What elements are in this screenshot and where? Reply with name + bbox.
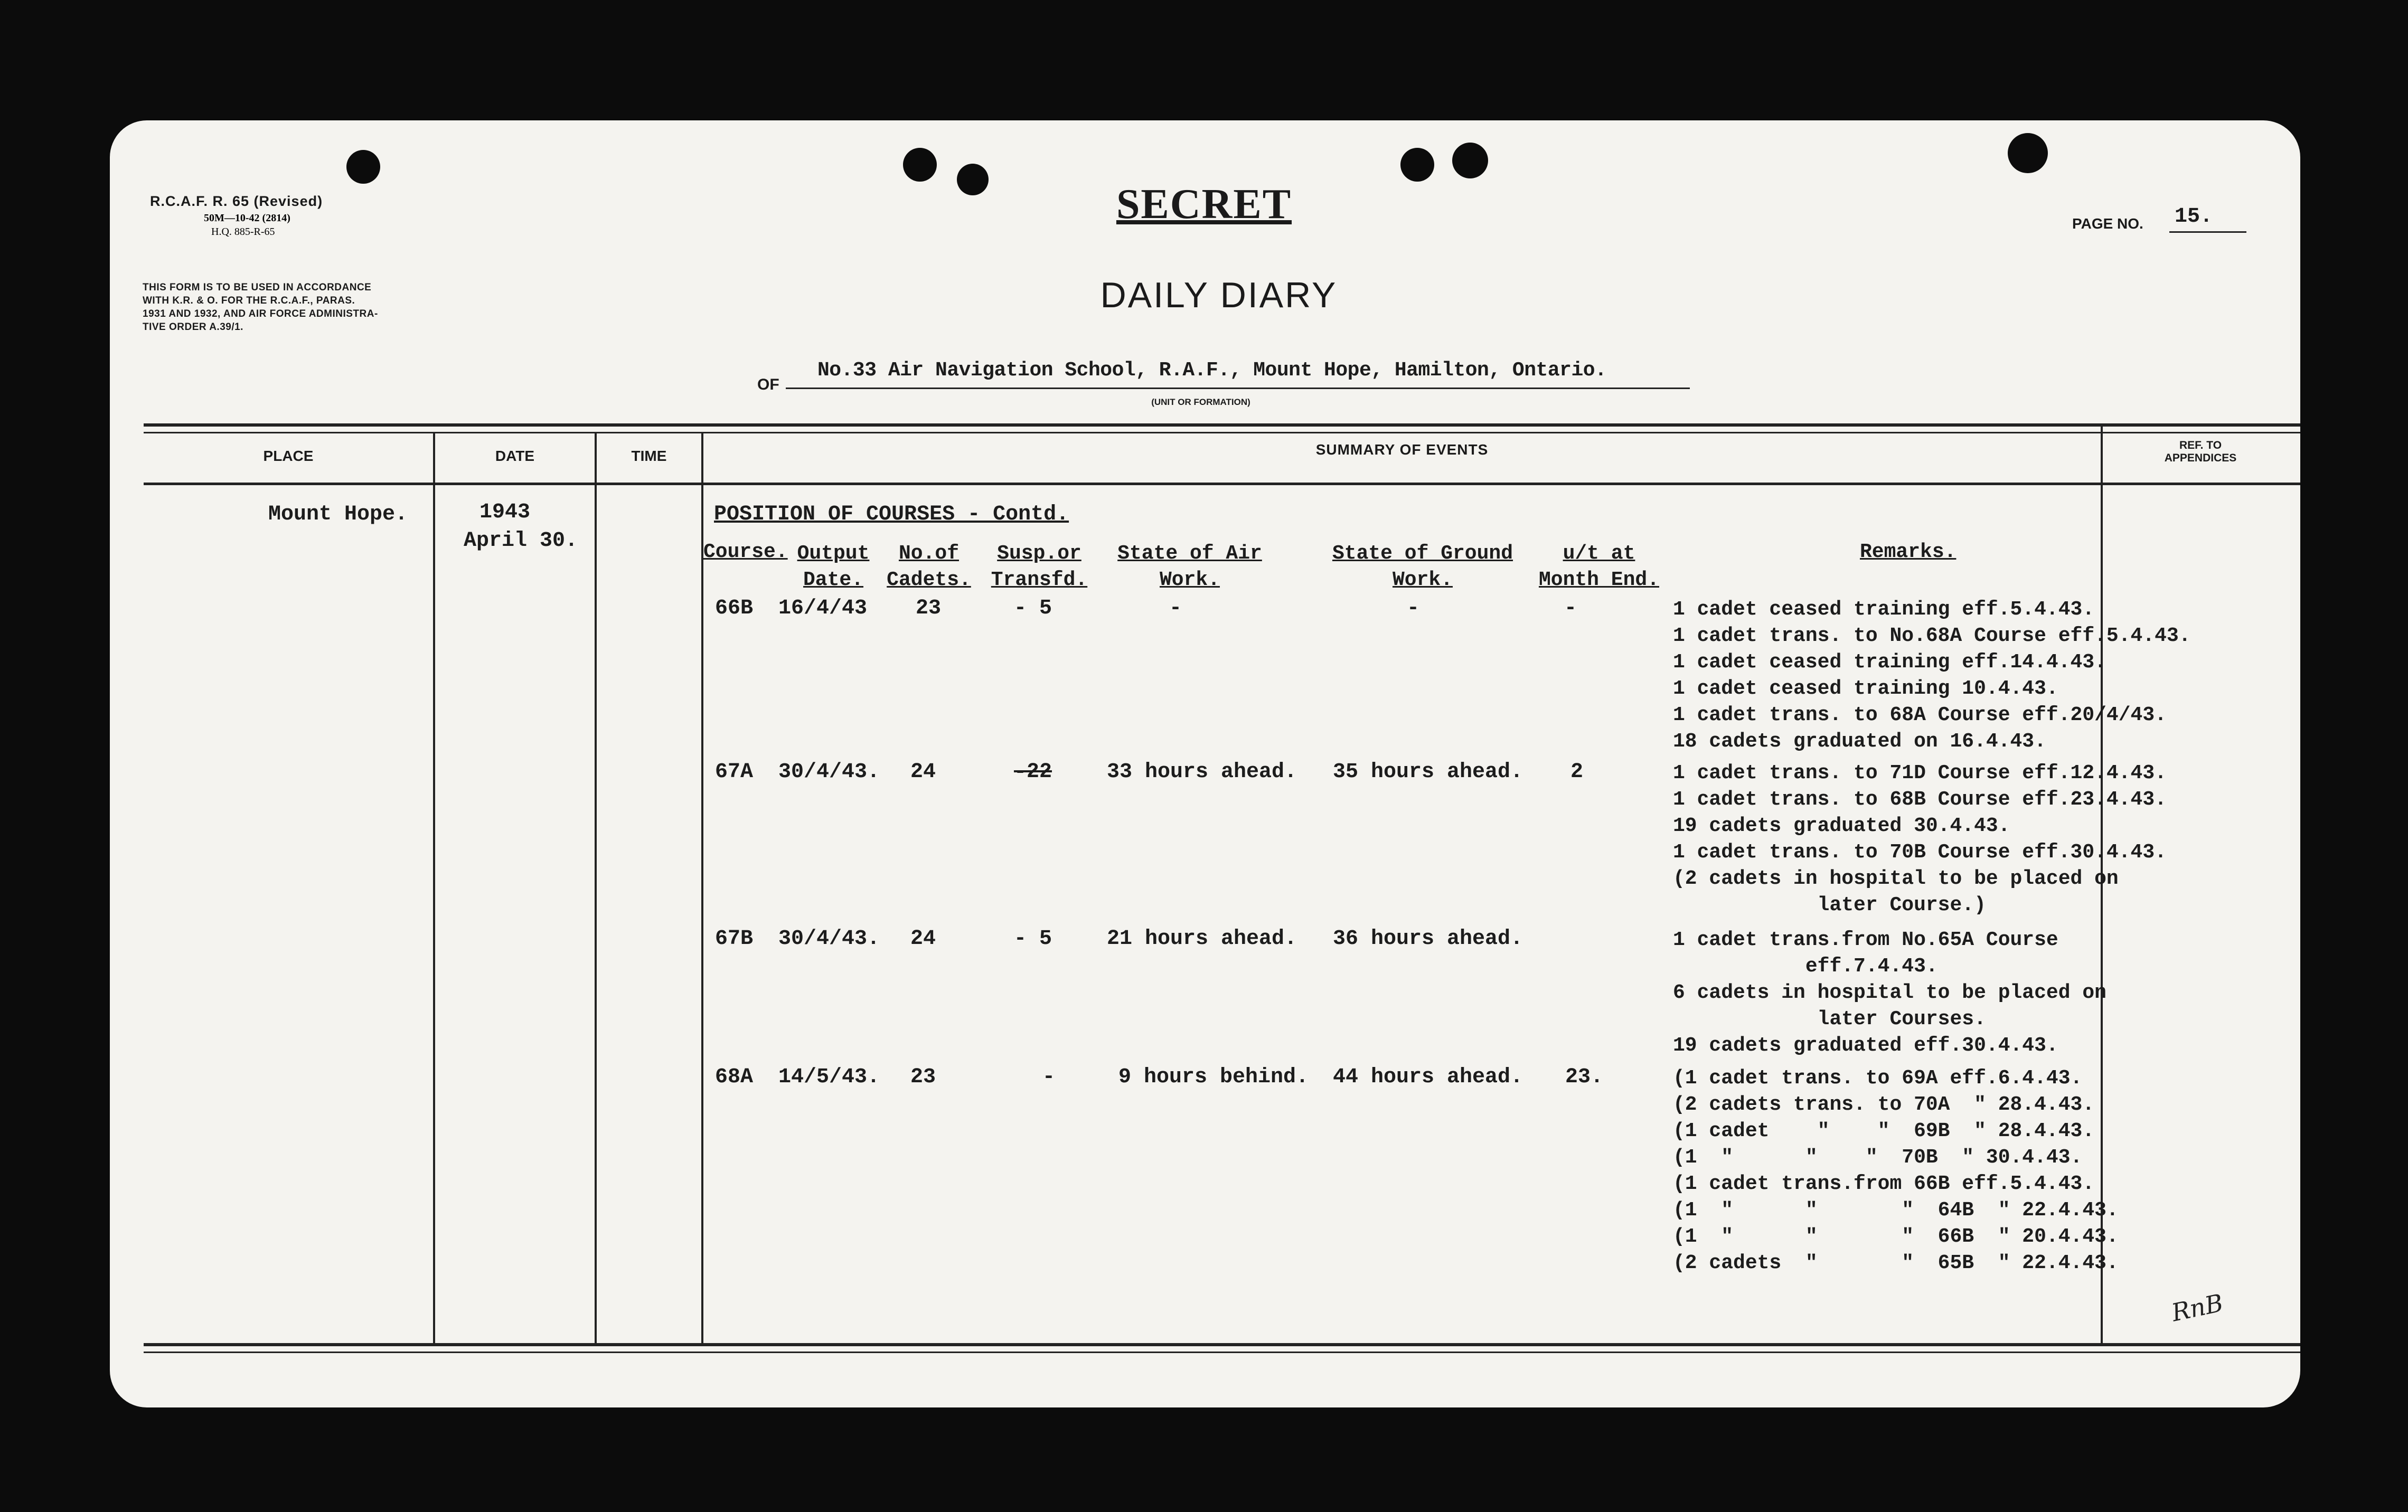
susp-cell: - 5 xyxy=(1014,597,1052,620)
header-line: Transfd. xyxy=(991,569,1088,591)
remark-line: (2 cadets " " 65B " 22.4.43. xyxy=(1673,1252,2119,1274)
header-line: State of Air xyxy=(1117,542,1262,565)
remark-line: (1 " " " 70B " 30.4.43. xyxy=(1673,1146,2083,1169)
header-output-date xyxy=(786,541,881,593)
column-rule xyxy=(433,432,435,1345)
remark-line: 1 cadet ceased training eff.5.4.43. xyxy=(1673,598,2095,621)
instruction-line: WITH K.R. & O. FOR THE R.C.A.F., PARAS. xyxy=(143,295,355,306)
header-line: Cadets. xyxy=(887,569,971,591)
instruction-line: 1931 AND 1932, AND AIR FORCE ADMINISTRA- xyxy=(143,308,378,319)
ut-cell: - xyxy=(1564,597,1577,620)
ground-work-cell: - xyxy=(1407,597,1420,620)
remark-line: eff.7.4.43. xyxy=(1673,955,1938,978)
header-state-of-ground-work xyxy=(1322,541,1523,593)
air-work-cell: 9 hours behind. xyxy=(1118,1065,1309,1089)
remark-line: 1 cadet trans.from No.65A Course xyxy=(1673,929,2058,951)
header-line: Month End. xyxy=(1538,569,1660,591)
punch-hole xyxy=(346,150,380,184)
header-state-of-air-work xyxy=(1103,541,1277,593)
output-date-cell: 16/4/43 xyxy=(778,597,868,620)
remarks-cell xyxy=(1673,597,2191,755)
document-title: DAILY DIARY xyxy=(1100,275,1338,315)
header-susp-transfd xyxy=(986,541,1092,593)
entry-place: Mount Hope. xyxy=(268,503,408,526)
air-work-cell: 33 hours ahead. xyxy=(1107,760,1297,784)
column-header-place: PLACE xyxy=(263,448,314,464)
header-course: Course. xyxy=(703,541,788,563)
remark-line: later Courses. xyxy=(1673,1008,1986,1031)
hq-line: H.Q. 885-R-65 xyxy=(211,226,275,238)
remark-line: 1 cadet trans. to 71D Course eff.12.4.43. xyxy=(1673,762,2167,785)
remark-line: 18 cadets graduated on 16.4.43. xyxy=(1673,730,2046,753)
susp-cell: - 5 xyxy=(1014,927,1052,951)
punch-hole xyxy=(2008,133,2048,173)
course-cell: 66B xyxy=(715,597,754,620)
header-line: No.of xyxy=(898,542,960,565)
remark-line: (1 cadet trans. to 69A eff.6.4.43. xyxy=(1673,1067,2083,1090)
cadets-cell: 23 xyxy=(910,1065,936,1089)
punch-hole xyxy=(1400,148,1434,182)
table-top-rule xyxy=(144,423,2300,427)
header-ut-at-month-end xyxy=(1536,541,1662,593)
remark-line: 1 cadet trans. to 68A Course eff.20/4/43. xyxy=(1673,704,2167,726)
cadets-cell: 23 xyxy=(916,597,942,620)
air-work-cell: 21 hours ahead. xyxy=(1107,927,1297,951)
header-line: Work. xyxy=(1159,569,1220,591)
header-line: u/t at xyxy=(1563,542,1635,565)
remark-line: 19 cadets graduated 30.4.43. xyxy=(1673,815,2010,837)
remark-line: 1 cadet trans. to No.68A Course eff.5.4.43. xyxy=(1673,625,2191,647)
ref-label: APPENDICES xyxy=(2164,452,2237,464)
remark-line: 1 cadet ceased training eff.14.4.43. xyxy=(1673,651,2106,674)
column-header-time: TIME xyxy=(631,448,667,464)
remark-line: 1 cadet trans. to 70B Course eff.30.4.43. xyxy=(1673,841,2167,864)
print-line: 50M—10-42 (2814) xyxy=(204,212,290,224)
remark-line: (1 " " " 64B " 22.4.43. xyxy=(1673,1199,2119,1222)
cadets-cell: 24 xyxy=(910,760,936,784)
diary-sheet xyxy=(110,120,2300,1407)
table-bottom-rule xyxy=(144,1343,2300,1346)
output-date-cell: 30/4/43. xyxy=(778,927,880,951)
column-header-summary: SUMMARY OF EVENTS xyxy=(1315,441,1489,458)
classification-heading: SECRET xyxy=(1116,181,1292,228)
punch-hole xyxy=(1452,143,1488,178)
remark-line: (2 cadets trans. to 70A " 28.4.43. xyxy=(1673,1093,2095,1116)
remark-line: 19 cadets graduated eff.30.4.43. xyxy=(1673,1034,2058,1057)
output-date-cell: 30/4/43. xyxy=(778,760,880,784)
susp-cell: -22 xyxy=(1014,760,1052,784)
ground-work-cell: 44 hours ahead. xyxy=(1333,1065,1523,1089)
ground-work-cell: 35 hours ahead. xyxy=(1333,760,1523,784)
header-no-of-cadets xyxy=(884,541,974,593)
header-line: Susp.or xyxy=(997,542,1081,565)
column-rule xyxy=(595,432,597,1345)
page-number-rule xyxy=(2169,231,2246,233)
header-line: Date. xyxy=(803,569,864,591)
table-top-rule xyxy=(144,432,2300,433)
remark-line: 6 cadets in hospital to be placed on xyxy=(1673,981,2106,1004)
page-label: PAGE NO. xyxy=(2072,215,2143,232)
remark-line: 1 cadet trans. to 68B Course eff.23.4.43. xyxy=(1673,788,2167,811)
handwritten-initials: RnB xyxy=(2169,1288,2226,1327)
punch-hole xyxy=(957,164,989,195)
course-cell: 67A xyxy=(715,760,754,784)
remark-line: (1 cadet trans.from 66B eff.5.4.43. xyxy=(1673,1173,2095,1195)
summary-heading: POSITION OF COURSES - Contd. xyxy=(714,503,1069,526)
of-label: OF xyxy=(757,376,779,393)
entry-year: 1943 xyxy=(479,500,531,524)
column-header-ref xyxy=(2103,439,2298,465)
unit-caption: (UNIT OR FORMATION) xyxy=(1151,397,1250,407)
column-header-date: DATE xyxy=(495,448,535,464)
air-work-cell: - xyxy=(1169,597,1182,620)
unit-rule xyxy=(786,388,1690,389)
header-rule xyxy=(144,483,2300,485)
header-line: State of Ground xyxy=(1332,542,1513,565)
punch-hole xyxy=(903,148,937,182)
header-line: Work. xyxy=(1392,569,1453,591)
header-remarks: Remarks. xyxy=(1860,541,1956,563)
unit-name: No.33 Air Navigation School, R.A.F., Mount Hope, Hamilton, Ontario. xyxy=(817,359,1607,382)
remark-line: (1 " " " 66B " 20.4.43. xyxy=(1673,1225,2119,1248)
ground-work-cell: 36 hours ahead. xyxy=(1333,927,1523,951)
course-cell: 68A xyxy=(715,1065,754,1089)
susp-cell: - xyxy=(1042,1065,1056,1089)
ut-cell: 23. xyxy=(1565,1065,1604,1089)
remarks-cell xyxy=(1673,927,2106,1059)
instruction-line: THIS FORM IS TO BE USED IN ACCORDANCE xyxy=(143,282,372,293)
ref-label: REF. TO xyxy=(2179,439,2222,451)
remarks-cell xyxy=(1673,1065,2119,1277)
form-instructions xyxy=(143,281,378,334)
output-date-cell: 14/5/43. xyxy=(778,1065,880,1089)
page-number: 15. xyxy=(2175,205,2213,229)
column-rule xyxy=(701,432,703,1345)
form-code: R.C.A.F. R. 65 (Revised) xyxy=(150,193,323,209)
cadets-cell: 24 xyxy=(910,927,936,951)
course-cell: 67B xyxy=(715,927,754,951)
table-bottom-rule xyxy=(144,1352,2300,1353)
instruction-line: TIVE ORDER A.39/1. xyxy=(143,322,243,333)
header-line: Output xyxy=(797,542,870,565)
remark-line: 1 cadet ceased training 10.4.43. xyxy=(1673,677,2058,700)
entry-date: April 30. xyxy=(464,529,578,553)
ut-cell: 2 xyxy=(1570,760,1584,784)
remarks-cell xyxy=(1673,760,2167,919)
remark-line: later Course.) xyxy=(1673,894,1986,916)
remark-line: (2 cadets in hospital to be placed on xyxy=(1673,867,2119,890)
remark-line: (1 cadet " " 69B " 28.4.43. xyxy=(1673,1120,2095,1142)
